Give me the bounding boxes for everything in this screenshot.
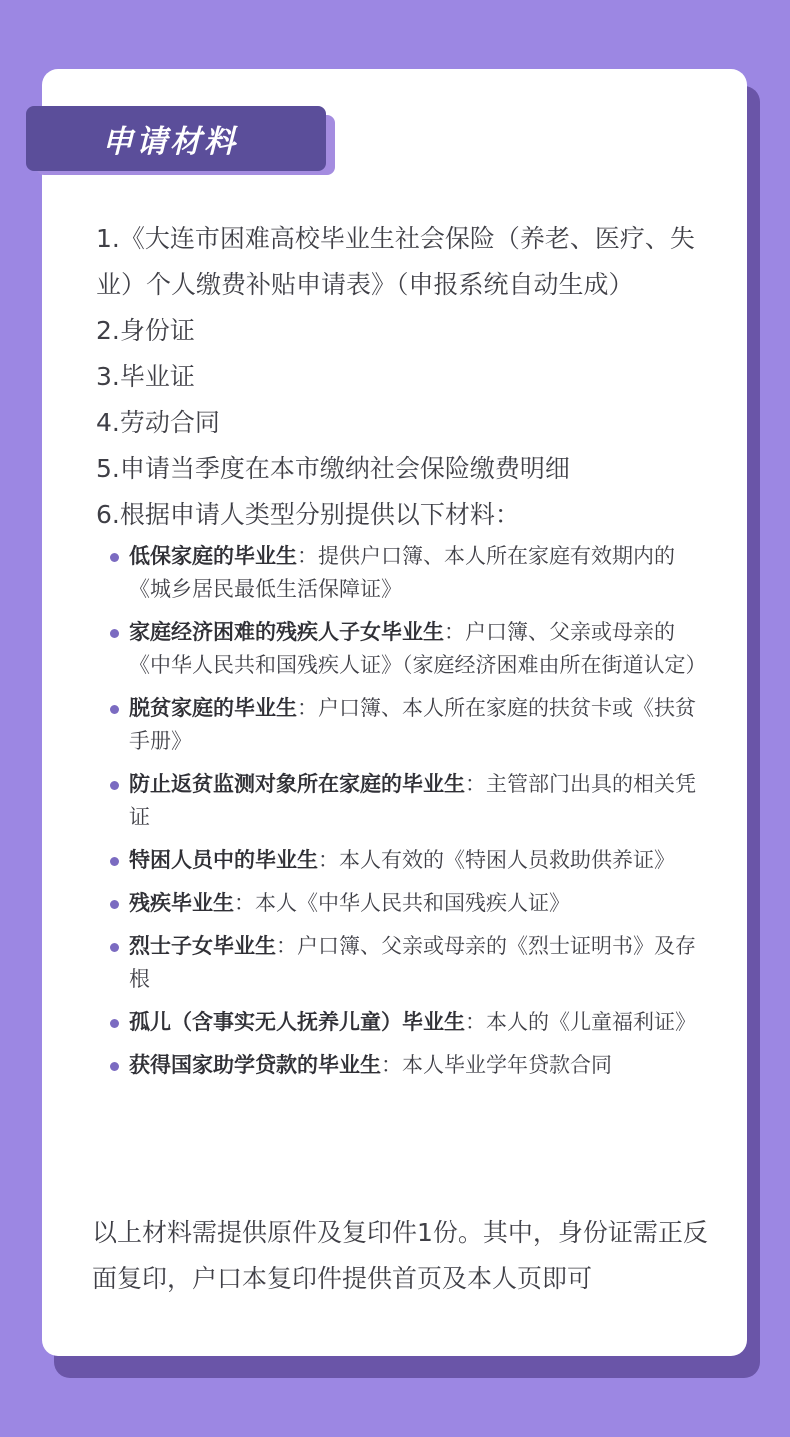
sub-list-item bbox=[108, 1006, 708, 1039]
applicant-type: 烈士子女毕业生 bbox=[129, 934, 276, 958]
required-materials: ：本人《中华人民共和国残疾人证》 bbox=[234, 891, 570, 915]
sub-list-item bbox=[108, 930, 708, 996]
sub-list-item bbox=[108, 768, 708, 834]
required-materials: ：户口簿、父亲或母亲的《中华人民共和国残疾人证》（家庭经济困难由所在街道认定） bbox=[129, 620, 707, 677]
required-materials: ：本人毕业学年贷款合同 bbox=[381, 1053, 612, 1077]
bullet-dot-icon bbox=[110, 900, 119, 909]
applicant-type: 孤儿（含事实无人抚养儿童）毕业生 bbox=[129, 1010, 465, 1034]
bullet-dot-icon bbox=[110, 781, 119, 790]
sub-list-item bbox=[108, 616, 708, 682]
list-item: 3.毕业证 bbox=[96, 362, 195, 391]
bullet-dot-icon bbox=[110, 705, 119, 714]
bullet-dot-icon bbox=[110, 857, 119, 866]
list-item: 4.劳动合同 bbox=[96, 408, 220, 437]
bullet-dot-icon bbox=[110, 1062, 119, 1071]
sub-list-item bbox=[108, 692, 708, 758]
list-item: 5.申请当季度在本市缴纳社会保险缴费明细 bbox=[96, 454, 570, 483]
required-materials: ：户口簿、本人所在家庭的扶贫卡或《扶贫手册》 bbox=[129, 696, 696, 753]
applicant-type: 特困人员中的毕业生 bbox=[129, 848, 318, 872]
applicant-type: 家庭经济困难的残疾人子女毕业生 bbox=[129, 620, 444, 644]
sub-list-item bbox=[108, 887, 708, 920]
list-item: 6.根据申请人类型分别提供以下材料： bbox=[96, 500, 520, 529]
applicant-type: 低保家庭的毕业生 bbox=[129, 544, 297, 568]
sub-list-item bbox=[108, 1049, 708, 1082]
applicant-type: 脱贫家庭的毕业生 bbox=[129, 696, 297, 720]
list-item: 2.身份证 bbox=[96, 316, 195, 345]
footer-note: 以上材料需提供原件及复印件1份。其中，身份证需正反面复印，户口本复印件提供首页及本人页即可 bbox=[92, 1218, 708, 1293]
bullet-dot-icon bbox=[110, 943, 119, 952]
required-materials: ：主管部门出具的相关凭证 bbox=[129, 772, 696, 829]
required-materials: ：户口簿、父亲或母亲的《烈士证明书》及存根 bbox=[129, 934, 696, 991]
section-title-banner bbox=[26, 106, 326, 171]
bullet-dot-icon bbox=[110, 1019, 119, 1028]
applicant-type: 防止返贫监测对象所在家庭的毕业生 bbox=[129, 772, 465, 796]
required-materials: ：本人有效的《特困人员救助供养证》 bbox=[318, 848, 675, 872]
main-material-list bbox=[96, 216, 716, 538]
applicant-type: 获得国家助学贷款的毕业生 bbox=[129, 1053, 381, 1077]
sub-list-item bbox=[108, 844, 708, 877]
bullet-dot-icon bbox=[110, 629, 119, 638]
required-materials: ：提供户口簿、本人所在家庭有效期内的《城乡居民最低生活保障证》 bbox=[129, 544, 675, 601]
required-materials: ：本人的《儿童福利证》 bbox=[465, 1010, 696, 1034]
applicant-type: 残疾毕业生 bbox=[129, 891, 234, 915]
applicant-type-list bbox=[108, 540, 708, 1092]
section-title: 申请材料 bbox=[102, 124, 238, 160]
list-item: 1.《大连市困难高校毕业生社会保险（养老、医疗、失业）个人缴费补贴申请表》（申报系统自动生成） bbox=[96, 224, 695, 299]
sub-list-item bbox=[108, 540, 708, 606]
bullet-dot-icon bbox=[110, 553, 119, 562]
